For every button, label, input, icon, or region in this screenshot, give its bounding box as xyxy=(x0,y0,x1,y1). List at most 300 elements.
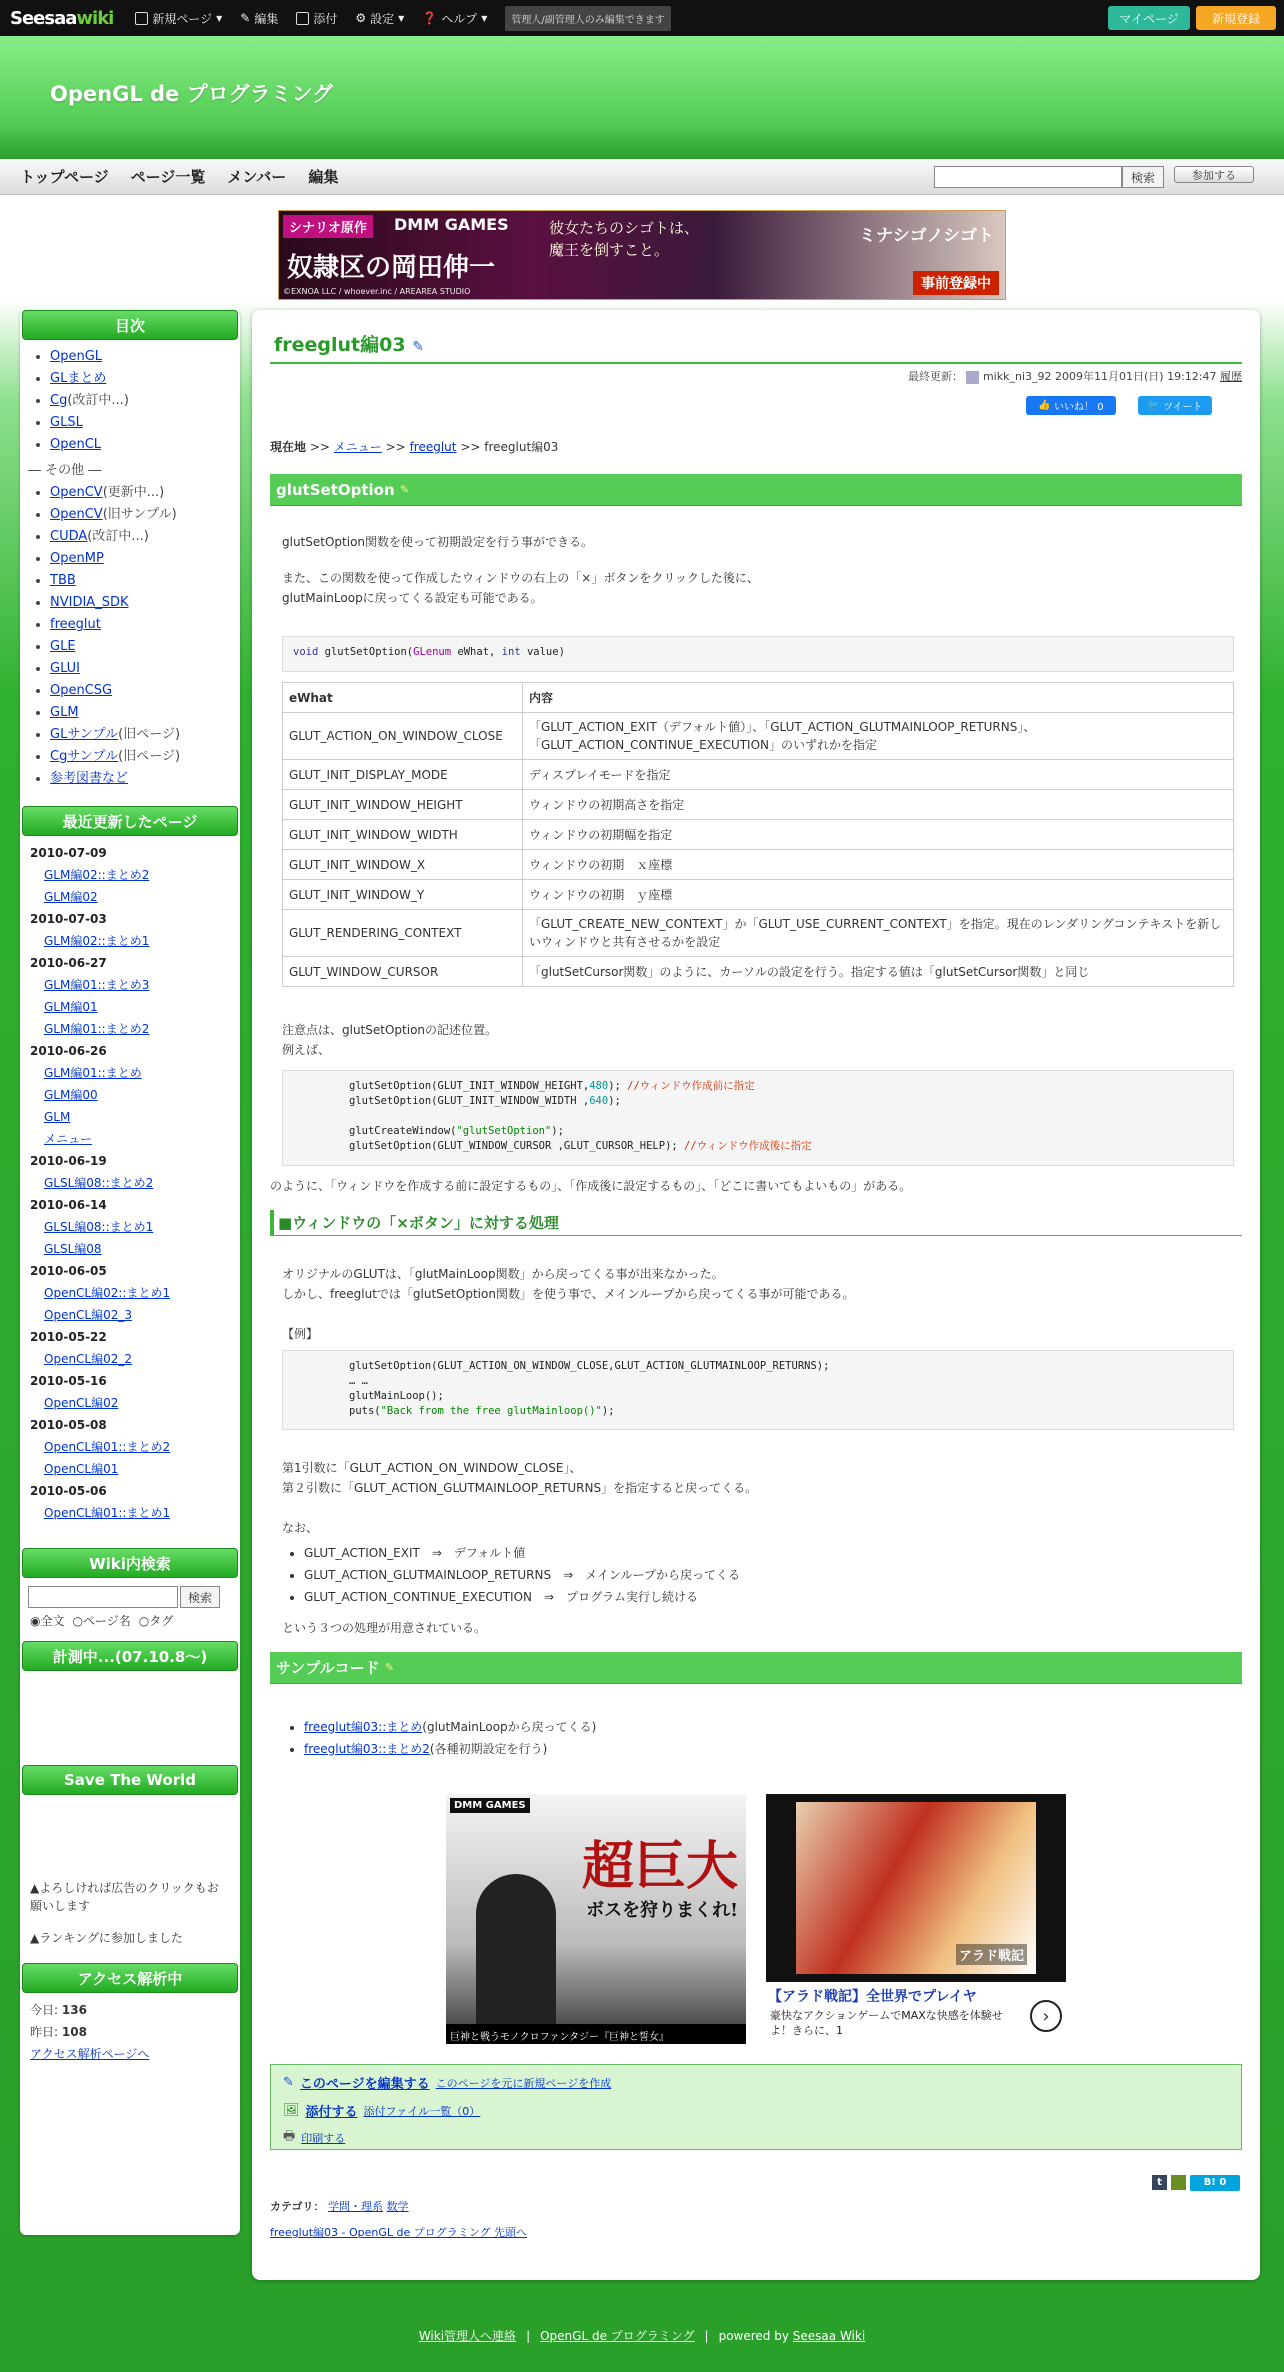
other-link[interactable]: TBB xyxy=(50,573,76,588)
attachment-list-link[interactable]: 添付ファイル一覧（0） xyxy=(363,2104,481,2118)
table-header: eWhat xyxy=(283,683,523,713)
para-line: glutMainLoopに戻ってくる設定も可能である。 xyxy=(282,591,543,605)
join-button[interactable]: 参加する xyxy=(1174,166,1254,183)
other-note: (旧サンプル) xyxy=(102,507,177,522)
ad-headline: 超巨大 xyxy=(581,1836,738,1897)
sample-note: (各種初期設定を行う) xyxy=(429,1742,548,1756)
printer-icon: 🖶 xyxy=(283,2129,296,2144)
other-link[interactable]: OpenCSG xyxy=(50,683,113,698)
breadcrumb-freeglut[interactable]: freeglut xyxy=(409,440,457,454)
toc-link[interactable]: GLSL xyxy=(50,415,83,430)
print-link[interactable]: 印刷する xyxy=(301,2132,346,2145)
page-actions-box xyxy=(270,2064,1242,2150)
action-list xyxy=(284,1542,740,1608)
banner-catch xyxy=(549,217,699,261)
footer-site-link[interactable]: OpenGL de プログラミング xyxy=(540,2329,695,2343)
code-number: 640 xyxy=(589,1095,609,1107)
radio-label: 全文 xyxy=(40,1614,65,1628)
code-param: value) xyxy=(526,646,565,658)
new-page-icon xyxy=(135,12,148,25)
toc-link[interactable]: GLまとめ xyxy=(50,371,107,386)
code-text: ); xyxy=(601,1405,615,1417)
category-link[interactable]: 学問・理系 xyxy=(328,2200,384,2213)
ad-brand: DMM GAMES xyxy=(450,1798,530,1813)
other-item xyxy=(50,636,240,658)
other-item xyxy=(50,768,240,790)
yesterday-value: 108 xyxy=(61,2025,87,2039)
recent-link[interactable]: GLM編01::まとめ xyxy=(44,1066,142,1080)
ad-subline: ボスを狩りまくれ! xyxy=(586,1900,738,1921)
access-stats xyxy=(20,1993,240,2065)
other-link[interactable]: Cgサンプル xyxy=(50,749,119,764)
main-content xyxy=(252,310,1260,2280)
code-text: ); xyxy=(608,1080,621,1092)
other-item xyxy=(50,614,240,636)
recent-heading: 最近更新したページ xyxy=(22,806,238,836)
para-line: しかし、freeglutでは「glutSetOption関数」を使う事で、メインループから戻ってくる事が可能である。 xyxy=(282,1287,855,1301)
last-updated-label: 最終更新： xyxy=(907,370,963,383)
access-heading: アクセス解析中 xyxy=(22,1963,238,1993)
recent-date: 2010-07-09 xyxy=(30,846,107,860)
radio-icon: ○ xyxy=(138,1614,150,1628)
table-cell: ウィンドウの初期 ｙ座標 xyxy=(523,880,1234,910)
toc-link[interactable]: OpenCL xyxy=(50,437,102,452)
other-link[interactable]: CUDA xyxy=(50,529,88,544)
sidebar xyxy=(20,310,240,2235)
table-cell: ウィンドウの初期高さを指定 xyxy=(523,790,1234,820)
other-note: (旧ページ) xyxy=(118,749,181,764)
attach-menu[interactable] xyxy=(296,10,337,27)
pencil-icon: ✎ xyxy=(240,11,251,25)
toc-link[interactable]: Cg xyxy=(50,393,68,408)
image-icon xyxy=(296,12,309,25)
toc-link[interactable]: OpenGL xyxy=(50,349,103,364)
nav-members[interactable]: メンバー xyxy=(227,168,287,186)
settings-label: 設定 xyxy=(370,11,395,26)
ranking-note: ▲ランキングに参加しました xyxy=(30,1931,183,1945)
category-link[interactable]: 数学 xyxy=(386,2200,409,2213)
search-option-pagename[interactable] xyxy=(73,1612,131,1629)
ad-click-note: ▲よろしければ広告のクリックもお願いします xyxy=(30,1881,219,1913)
section-title: サンプルコード xyxy=(276,1659,380,1677)
para-line: オリジナルのGLUTは、「glutMainLoop関数」から戻ってくる事が出来なかった。 xyxy=(282,1267,724,1281)
table-row xyxy=(283,790,1234,820)
print-row xyxy=(283,2127,345,2149)
ad-character-image xyxy=(476,1874,556,2024)
counter-heading: 計測中...(07.10.8～) xyxy=(22,1641,238,1671)
chevron-down-icon: ▼ xyxy=(481,13,488,23)
recent-date: 2010-05-08 xyxy=(30,1418,107,1432)
other-link[interactable]: NVIDIA_SDK xyxy=(50,595,129,610)
recent-date: 2010-06-27 xyxy=(30,956,107,970)
recent-link[interactable]: OpenCL編02 xyxy=(44,1396,119,1410)
footer xyxy=(0,2299,1284,2372)
other-item xyxy=(50,504,240,526)
recent-link[interactable]: GLM編02::まとめ2 xyxy=(44,868,150,882)
contact-admin-link[interactable]: Wiki管理人へ連絡 xyxy=(418,2329,517,2343)
table-cell: ウィンドウの初期 ｘ座標 xyxy=(523,850,1234,880)
edit-menu[interactable] xyxy=(240,10,278,27)
search-option-tag[interactable] xyxy=(139,1612,174,1629)
powered-by xyxy=(719,2329,866,2343)
other-item xyxy=(50,680,240,702)
banner-cta: 事前登録中 xyxy=(913,271,999,295)
last-updated-date: 2009年11月01日(日) 19:12:47 xyxy=(1055,370,1217,383)
code-param: eWhat, xyxy=(457,646,496,658)
share-green-icon[interactable] xyxy=(1171,2175,1186,2190)
other-link[interactable]: GLサンプル xyxy=(50,727,119,742)
code-keyword: int xyxy=(501,646,521,658)
example-code-2 xyxy=(282,1350,1234,1430)
other-separator: ― その他 ― xyxy=(28,463,102,478)
thumbs-up-icon: 👍 xyxy=(1038,400,1051,411)
register-button[interactable]: 新規登録 xyxy=(1196,6,1276,30)
like-label: いいね！ 0 xyxy=(1054,402,1104,413)
header-search-input[interactable] xyxy=(934,166,1122,188)
recent-link[interactable]: メニュー xyxy=(44,1132,93,1146)
toc-note: (改訂中...) xyxy=(67,393,129,408)
ad-banner-left[interactable] xyxy=(446,1794,746,2044)
recent-link[interactable]: GLM編02 xyxy=(44,890,98,904)
table-row xyxy=(283,880,1234,910)
list-item: • GLUT_ACTION_EXIT ⇒ デフォルト値 xyxy=(304,1542,740,1564)
tumblr-icon[interactable]: t xyxy=(1152,2175,1167,2190)
recent-link[interactable]: OpenCL編01::まとめ1 xyxy=(44,1506,171,1520)
top-bar xyxy=(0,0,1284,36)
other-item xyxy=(50,592,240,614)
yesterday-label: 昨日: xyxy=(30,2025,59,2039)
chevron-right-icon[interactable]: › xyxy=(1030,2000,1062,2032)
recent-date: 2010-05-22 xyxy=(30,1330,107,1344)
title-underline xyxy=(270,362,1242,364)
table-row xyxy=(283,910,1234,957)
table-row xyxy=(283,957,1234,987)
share-buttons xyxy=(1152,2175,1240,2191)
example-label: 【例】 xyxy=(282,1327,319,1341)
table-row xyxy=(283,820,1234,850)
edit-page-link[interactable]: このページを編集する xyxy=(299,2077,430,2092)
attach-link[interactable]: 添付する xyxy=(305,2105,358,2120)
table-cell: GLUT_INIT_WINDOW_Y xyxy=(283,880,523,910)
code-string: "Back from the free glutMainloop()" xyxy=(380,1405,602,1417)
edit-label: 編集 xyxy=(254,11,279,26)
mypage-button[interactable]: マイページ xyxy=(1108,6,1190,30)
code-type: GLenum xyxy=(413,646,452,658)
recent-link[interactable]: OpenCL編02_2 xyxy=(44,1352,133,1366)
recent-link[interactable]: GLSL編08::まとめ2 xyxy=(44,1176,154,1190)
code-keyword: void xyxy=(293,646,319,658)
other-link[interactable]: GLM xyxy=(50,705,79,720)
table-cell: GLUT_RENDERING_CONTEXT xyxy=(283,910,523,957)
powered-by-label: powered by xyxy=(718,2328,789,2343)
code-text: (); xyxy=(424,1390,444,1402)
para-line: 第1引数に「GLUT_ACTION_ON_WINDOW_CLOSE」、 xyxy=(282,1461,582,1475)
other-item xyxy=(50,570,240,592)
chevron-down-icon: ▼ xyxy=(216,13,223,23)
breadcrumb-label: 現在地 xyxy=(270,440,307,454)
twitter-bird-icon: 🐦 xyxy=(1147,400,1160,411)
code-comment: //ウィンドウ作成後に指定 xyxy=(677,1140,812,1152)
seesaa-wiki-logo[interactable] xyxy=(10,8,113,29)
table-cell: GLUT_INIT_WINDOW_WIDTH xyxy=(283,820,523,850)
list-item xyxy=(304,1738,596,1760)
subsection-x-button: ■ウィンドウの「×ボタン」に対する処理 xyxy=(270,1210,1242,1236)
toc-item xyxy=(50,346,240,368)
banner-author: 奴隷区の岡田伸一 xyxy=(287,253,496,283)
access-analysis-link[interactable]: アクセス解析ページへ xyxy=(30,2047,150,2061)
wiki-search-input[interactable] xyxy=(28,1586,178,1608)
banner-brand: DMM GAMES xyxy=(394,215,509,234)
sample-list xyxy=(284,1716,596,1760)
other-item xyxy=(50,526,240,548)
ewhat-table xyxy=(282,682,1234,987)
toc-item xyxy=(50,412,240,434)
last-updated-user: mikk_ni3_92 xyxy=(982,370,1052,383)
para-line: 第２引数に「GLUT_ACTION_GLUTMAINLOOP_RETURNS」を指定すると戻ってくる。 xyxy=(282,1481,758,1495)
radio-label: ページ名 xyxy=(82,1614,131,1628)
breadcrumb-sep: >> xyxy=(385,440,406,454)
radio-checked-icon: ◉ xyxy=(30,1614,41,1628)
ad-game-logo: アラド戦記 xyxy=(956,1944,1027,1965)
code-text: glutSetOption(GLUT_ACTION_ON_WINDOW_CLOSE,GLUT_ACTION_GLUTMAINLOOP_RETURNS xyxy=(349,1360,817,1372)
back-to-top-link[interactable]: freeglut編03 - OpenGL de プログラミング 先頭へ xyxy=(270,2226,528,2239)
wiki-search-button[interactable]: 検索 xyxy=(180,1586,220,1608)
code-text: puts( xyxy=(349,1405,381,1417)
radio-label: タグ xyxy=(149,1614,174,1628)
breadcrumb-sep: >> xyxy=(460,440,481,454)
other-link[interactable]: OpenCV xyxy=(50,507,103,522)
recent-link[interactable]: GLM編02::まとめ1 xyxy=(44,934,150,948)
sample-link[interactable]: freeglut編03::まとめ xyxy=(304,1720,423,1734)
note-paragraph xyxy=(282,1020,497,1060)
footer-sep: | xyxy=(704,2328,709,2343)
toc-list xyxy=(20,346,240,456)
table-cell: GLUT_INIT_WINDOW_HEIGHT xyxy=(283,790,523,820)
recent-date: 2010-06-05 xyxy=(30,1264,107,1278)
other-item xyxy=(50,702,240,724)
other-link[interactable]: OpenMP xyxy=(50,551,104,566)
table-cell: GLUT_INIT_WINDOW_X xyxy=(283,850,523,880)
section-edit-icon[interactable]: ✎ xyxy=(384,1661,395,1674)
nav-top-page[interactable]: トップページ xyxy=(20,168,109,186)
new-page-label: 新規ページ xyxy=(152,11,213,26)
save-the-world-widget xyxy=(20,1795,240,1879)
glut-paragraph xyxy=(282,1264,855,1304)
hatena-bookmark-button[interactable]: B! 0 xyxy=(1190,2175,1240,2191)
table-cell: 「glutSetCursor関数」のように、カーソルの設定を行う。指定する値は「glutSetCursor関数」と同じ xyxy=(523,957,1234,987)
ad-banner-right[interactable] xyxy=(766,1794,1066,2044)
attach-row xyxy=(283,2101,480,2120)
table-cell: ウィンドウの初期幅を指定 xyxy=(523,820,1234,850)
nav-edit[interactable]: 編集 xyxy=(308,168,339,186)
save-the-world-heading: Save The World xyxy=(22,1765,238,1795)
other-item xyxy=(50,746,240,768)
other-item xyxy=(50,724,240,746)
recent-link[interactable]: GLSL編08::まとめ1 xyxy=(44,1220,154,1234)
other-link[interactable]: 参考図書など xyxy=(50,771,129,786)
code-text: ); xyxy=(665,1140,678,1152)
help-icon: ❓ xyxy=(422,11,438,25)
other-link[interactable]: GLUI xyxy=(50,661,81,676)
edit-pencil-icon[interactable]: ✎ xyxy=(412,339,424,355)
table-row xyxy=(283,713,1234,760)
recent-date: 2010-06-26 xyxy=(30,1044,107,1058)
tweet-button[interactable] xyxy=(1138,396,1212,415)
nav-page-list[interactable]: ページ一覧 xyxy=(130,168,206,186)
signature-code xyxy=(282,636,1234,672)
code-text: glutMainLoop xyxy=(349,1390,425,1402)
attach-label: 添付 xyxy=(313,11,338,26)
recent-date: 2010-06-14 xyxy=(30,1198,107,1212)
para-line: 例えば、 xyxy=(282,1043,331,1057)
toc-item xyxy=(50,434,240,456)
recent-link[interactable]: OpenCL編02_3 xyxy=(44,1308,133,1322)
recent-link[interactable]: GLM編01 xyxy=(44,1000,98,1014)
site-title[interactable]: OpenGL de プログラミング xyxy=(50,82,334,106)
page-title xyxy=(274,330,424,357)
today-count xyxy=(30,1999,240,2021)
para-line: 注意点は、glutSetOptionの記述位置。 xyxy=(282,1023,498,1037)
code-text: glutSetOption(GLUT_INIT_WINDOW_WIDTH , xyxy=(349,1095,590,1107)
top-ad-banner[interactable] xyxy=(278,210,1006,300)
settings-menu[interactable] xyxy=(355,10,404,27)
banner-catch-1: 彼女たちのシゴトは、 xyxy=(549,219,700,237)
other-item xyxy=(50,658,240,680)
ad-title: 【アラド戦記】全世界でプレイヤ xyxy=(768,1989,977,2005)
new-page-from-this-link[interactable]: このページを元に新規ページを作成 xyxy=(435,2076,612,2090)
code-text: ); xyxy=(816,1360,830,1372)
section-glutsetoption xyxy=(270,474,1242,506)
search-option-fulltext[interactable] xyxy=(30,1612,65,1629)
gear-icon: ⚙ xyxy=(355,11,367,25)
other-item xyxy=(50,482,240,504)
other-list xyxy=(20,482,240,790)
table-cell: 「GLUT_ACTION_EXIT（デフォルト値）」、「GLUT_ACTION_GLUTMAINLOOP_RETURNS」、「GLUT_ACTION_CONTINUE_EXECUTION」のいずれかを指定 xyxy=(523,713,1234,760)
table-header: 内容 xyxy=(523,683,1234,713)
breadcrumb-sep: >> xyxy=(309,440,330,454)
breadcrumb-menu[interactable]: メニュー xyxy=(333,440,382,454)
tweet-label: ツイート xyxy=(1163,402,1203,413)
recent-link[interactable]: GLM編01::まとめ2 xyxy=(44,1022,150,1036)
three-actions-paragraph: という３つの処理が用意されている。 xyxy=(282,1621,487,1635)
banner-copyright: ©EXNOA LLC / whoever.inc / AREAREA STUDIO xyxy=(283,287,471,296)
other-note: (改訂中...) xyxy=(87,529,149,544)
breadcrumb xyxy=(270,438,558,455)
logo-wiki-text: wiki xyxy=(76,7,114,29)
other-link[interactable]: OpenCV xyxy=(50,485,103,500)
table-cell: 「GLUT_CREATE_NEW_CONTEXT」か「GLUT_USE_CURRENT_CONTEXT」を指定。現在のレンダリングコンテキストを新しいウィンドウと共有させるかを設定 xyxy=(523,910,1234,957)
chevron-down-icon: ▼ xyxy=(398,13,405,23)
recent-date: 2010-05-06 xyxy=(30,1484,107,1498)
toc-heading: 目次 xyxy=(22,310,238,340)
other-note: (旧ページ) xyxy=(118,727,181,742)
banner-game-title: ミナシゴノシゴト xyxy=(859,226,994,246)
sample-link[interactable]: freeglut編03::まとめ2 xyxy=(304,1742,430,1756)
recent-link[interactable]: GLM xyxy=(44,1110,71,1124)
yesterday-count xyxy=(30,2021,240,2043)
ad-description: 豪快なアクションゲームでMAXな快感を体験せよ！きらに、1 xyxy=(770,2009,1003,2037)
section-sample-code xyxy=(270,1652,1242,1684)
recent-list xyxy=(20,842,240,1524)
recent-link[interactable]: GLM編01::まとめ3 xyxy=(44,978,150,992)
toc-item xyxy=(50,368,240,390)
radio-icon: ○ xyxy=(72,1614,83,1628)
wiki-search-form xyxy=(20,1578,240,1608)
category-label: カテゴリ： xyxy=(270,2200,325,2213)
page-title-text: freeglut編03 xyxy=(274,334,406,356)
recent-link[interactable]: OpenCL編01::まとめ2 xyxy=(44,1440,171,1454)
wiki-search-heading: Wiki内検索 xyxy=(22,1548,238,1578)
recent-link[interactable]: OpenCL編02::まとめ1 xyxy=(44,1286,171,1300)
code-text: glutCreateWindow( xyxy=(349,1125,457,1137)
other-link[interactable]: freeglut xyxy=(50,617,101,632)
table-cell: GLUT_ACTION_ON_WINDOW_CLOSE xyxy=(283,713,523,760)
breadcrumb-current: freeglut編03 xyxy=(484,440,559,454)
new-page-menu[interactable] xyxy=(135,10,222,27)
recent-link[interactable]: GLSL編08 xyxy=(44,1242,102,1256)
category-row xyxy=(270,2198,409,2214)
section-title: glutSetOption xyxy=(276,480,395,499)
other-link[interactable]: GLE xyxy=(50,639,76,654)
seesaa-wiki-link[interactable]: Seesaa Wiki xyxy=(792,2328,866,2343)
other-note: (更新中...) xyxy=(102,485,165,500)
toc-item xyxy=(50,390,240,412)
code-comment: //ウィンドウ作成前に指定 xyxy=(620,1080,755,1092)
example-code-1 xyxy=(282,1070,1234,1166)
intro-paragraph: glutSetOption関数を使って初期設定を行う事ができる。 xyxy=(282,535,594,549)
recent-date: 2010-06-19 xyxy=(30,1154,107,1168)
args-paragraph xyxy=(282,1458,757,1498)
pencil-icon: ✎ xyxy=(283,2075,294,2090)
today-value: 136 xyxy=(61,2003,87,2017)
code-text: … … xyxy=(349,1375,368,1387)
table-row xyxy=(283,760,1234,790)
close-button-paragraph xyxy=(282,568,759,608)
history-link[interactable]: 履歴 xyxy=(1220,370,1242,383)
admin-only-note: 管理人/副管理人のみ編集できます xyxy=(505,6,670,31)
edit-row xyxy=(283,2073,611,2092)
site-header xyxy=(0,36,1284,159)
footer-sep: | xyxy=(526,2328,531,2343)
table-row xyxy=(283,850,1234,880)
recent-date: 2010-05-16 xyxy=(30,1374,107,1388)
logo-main-text: Seesaa xyxy=(10,7,77,29)
para-line: また、この関数を使って作成したウィンドウの右上の「×」ボタンをクリックした後に、 xyxy=(282,571,759,585)
list-item: • GLUT_ACTION_GLUTMAINLOOP_RETURNS ⇒ メインループから戻ってくる xyxy=(304,1564,740,1586)
help-label: ヘルプ xyxy=(441,11,478,26)
recent-link[interactable]: OpenCL編01 xyxy=(44,1462,119,1476)
code-text: glutSetOption(GLUT_INIT_WINDOW_HEIGHT, xyxy=(349,1080,590,1092)
header-search-button[interactable]: 検索 xyxy=(1122,166,1164,188)
recent-link[interactable]: GLM編00 xyxy=(44,1088,98,1102)
ad-caption: 巨神と戦うモノクロファンタジー『巨神と誓女』 xyxy=(446,2024,746,2044)
summary-paragraph: のように、「ウィンドウを作成する前に設定するもの」、「作成後に設定するもの」、「どこに書いてもよいもの」がある。 xyxy=(270,1179,912,1193)
section-edit-icon[interactable]: ✎ xyxy=(399,483,410,496)
code-text: ); xyxy=(608,1095,621,1107)
other-item xyxy=(50,548,240,570)
last-updated xyxy=(908,368,1242,384)
facebook-like-button[interactable] xyxy=(1026,396,1116,415)
code-text: ); xyxy=(551,1125,564,1137)
banner-catch-2: 魔王を倒すこと。 xyxy=(549,241,670,259)
table-cell: GLUT_WINDOW_CURSOR xyxy=(283,957,523,987)
user-avatar-icon xyxy=(966,371,979,384)
list-item: • GLUT_ACTION_CONTINUE_EXECUTION ⇒ プログラム実行し続ける xyxy=(304,1586,740,1608)
recent-date: 2010-07-03 xyxy=(30,912,107,926)
list-item xyxy=(304,1716,596,1738)
help-menu[interactable] xyxy=(422,10,487,27)
table-header-row xyxy=(283,683,1234,713)
